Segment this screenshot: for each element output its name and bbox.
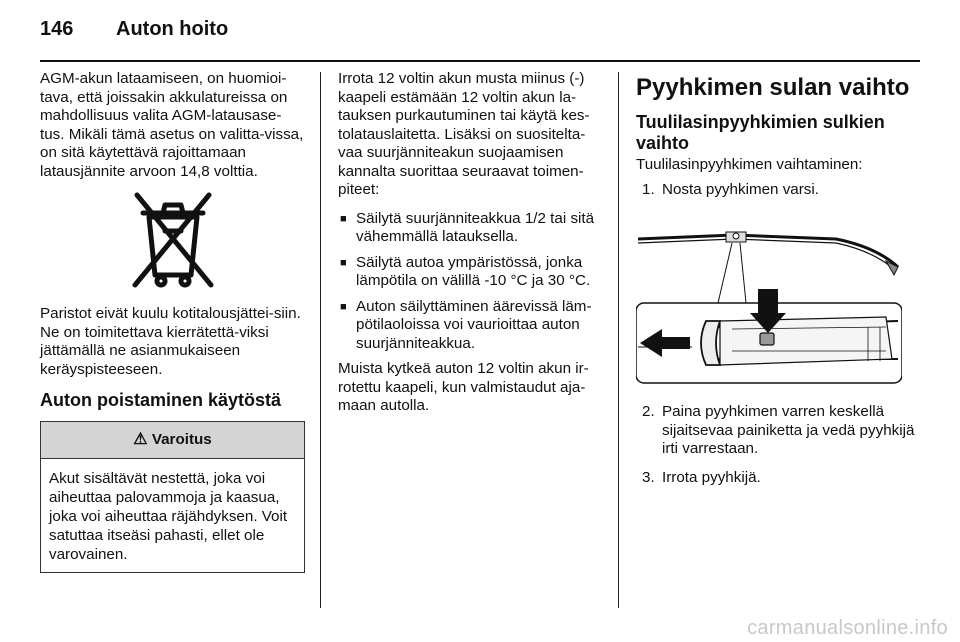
page-header [0,0,960,62]
wiper-intro: Tuulilasinpyyhkimen vaihtaminen: [636,156,863,173]
agm-charging-paragraph: AGM-akun lataamiseen, on huomioi-tava, että joissakin akkulatureissa on mahdollisuus valita AGM-latausase-tus. Mikäli tämä asetus on valitta-vissa, on sitä käytettävä rajoittamaan latausjännite arvoon 14,8 volttia. [40,70,304,180]
battery-disposal-paragraph: Paristot eivät kuulu kotitalousjättei-siin. Ne on toimitettava kierrätettä-viksi jättämällä ne asianmukaiseen keräyspisteeseen. [40,305,301,378]
disconnect-battery-paragraph: Irrota 12 voltin akun musta miinus (-) kaapeli estämään 12 voltin akun la-tauksen purkautuminen tai käytä kes-tolatauslaitetta. Lisäksi on suositelta-vaa suurjänniteakun suojaamisen kannalta suorittaa seuraavat toimen-piteet: [338,70,590,198]
watermark: carmanualsonline.info [747,617,948,639]
wiper-steps [636,181,926,200]
header-rule [40,60,920,62]
warning-triangle-icon: ⚠ [133,431,148,448]
crossed-bin-icon [121,191,225,291]
column-2 [338,70,606,426]
warning-text: Akut sisältävät nestettä, joka voi aiheuttaa palovammoja ja kaasua, joka voi aiheuttaa räjähdyksen. Voit satuttaa itseäsi pahasti, ellet ole varovainen. [49,470,288,563]
list-item: 1. Nosta pyyhkimen varsi. [642,180,819,198]
column-divider-2 [618,72,619,608]
warning-header [41,422,304,459]
column-divider-1 [320,72,321,608]
list-item: 3. Irrota pyyhkijä. [642,468,761,486]
list-item: ■ Auton säilyttäminen äärevissä läm-pötilaoloissa voi vaurioittaa auton suurjänniteakkua. [338,298,606,354]
subsection-title-wiper-blades: Tuulilasinpyyhkimien sulkien vaihto [636,112,885,153]
list-item: 2. Paina pyyhkimen varren keskellä sijaitsevaa painiketta ja vedä pyyhkijä irti varrestaan. [642,403,915,457]
list-item: ■ Säilytä autoa ympäristössä, jonka lämpötila on välillä -10 °C ja 30 °C. [338,254,606,291]
section-title-decommission: Auton poistaminen käytöstä [40,390,282,410]
column-3 [636,70,926,497]
storage-bullets [338,210,606,354]
page-number: 146 [40,18,74,40]
column-1 [40,70,305,573]
reconnect-paragraph: Muista kytkeä auton 12 voltin akun ir-rotettu kaapeli, kun valmistaudut aja-maan autolla. [338,360,589,414]
wiper-steps-continued [636,403,926,487]
list-item: ■ Säilytä suurjänniteakkua 1/2 tai sitä vähemmällä latauksella. [338,210,606,247]
page-title: Auton hoito [116,18,229,40]
warning-title: Varoitus [151,431,212,448]
wiper-illustration [636,209,902,387]
section-title-wiper: Pyyhkimen sulan vaihto [636,74,910,101]
warning-box [40,421,305,573]
